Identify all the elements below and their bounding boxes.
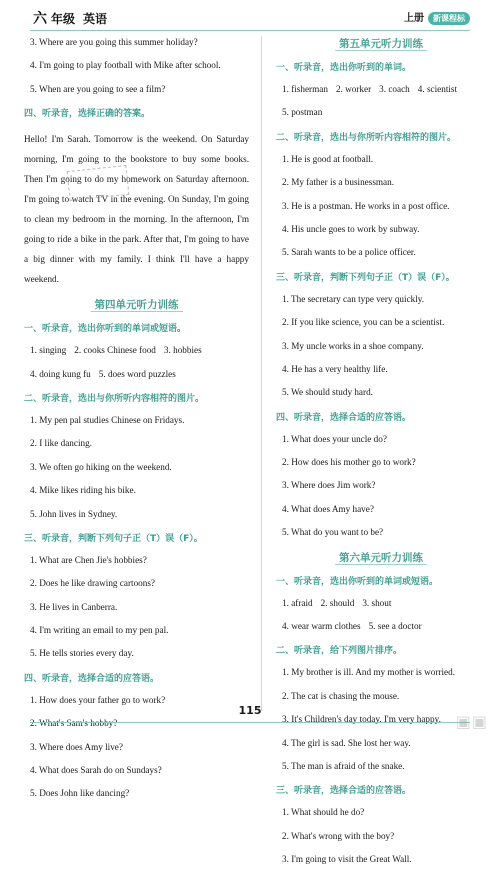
word-option: 2. worker — [335, 84, 372, 94]
list-item: 4. Mike likes riding his bike. — [30, 485, 136, 496]
list-item: 1. How does your father go to work? — [30, 694, 166, 705]
list-item: 3. It's Children's day today. I'm very happy. — [282, 714, 441, 725]
section-title: 一、听录音，选出你听到的单词或短语。 — [276, 576, 439, 587]
word-option: 5. postman — [282, 107, 323, 118]
list-item: 4. He has a very healthy life. — [282, 363, 388, 374]
word-option: 5. does word puzzles — [98, 368, 176, 379]
watermark-logo — [420, 712, 490, 746]
list-item: 5. He tells stories every day. — [30, 648, 134, 659]
list-item: 3. Where does Amy live? — [30, 741, 123, 752]
word-options-row — [24, 368, 249, 380]
list-item: 3. He is a postman. He works in a post office. — [282, 200, 450, 211]
word-option: 3. shout — [362, 597, 392, 608]
column-divider — [261, 36, 262, 711]
page-header — [0, 0, 500, 40]
word-options-row — [276, 106, 486, 118]
list-item: 2. The cat is chasing the mouse. — [282, 690, 400, 701]
list-item: 4. What does Amy have? — [282, 503, 374, 514]
word-option: 1. fisherman — [282, 84, 328, 94]
list-item: 5. John lives in Sydney. — [30, 508, 118, 519]
header-rule — [30, 30, 470, 31]
section-title: 四、听录音，选择合适的应答语。 — [24, 673, 160, 684]
list-item: 5. When are you going to see a film? — [30, 83, 166, 94]
header-term — [404, 9, 470, 25]
word-option: 4. wear warm clothes — [282, 621, 361, 632]
watermark-mark-icon: ▣▣ — [455, 712, 488, 731]
list-item: 4. I'm going to play football with Mike after school. — [30, 60, 221, 71]
list-item: 1. What should he do? — [282, 807, 365, 818]
list-item: 3. Where are you going this summer holiday? — [30, 37, 198, 47]
list-item: 5. The man is afraid of the snake. — [282, 760, 405, 771]
section-title: 三、听录音，选择合适的应答语。 — [276, 786, 412, 797]
unit-title — [24, 297, 249, 312]
word-options-row — [276, 597, 486, 609]
word-option: 2. cooks Chinese food — [74, 345, 156, 356]
section-title: 一、听录音，选出你听到的单词。 — [276, 63, 412, 73]
word-options-row — [276, 83, 486, 95]
list-item: 3. We often go hiking on the weekend. — [30, 461, 172, 472]
list-item: 5. What do you want to be? — [282, 527, 384, 538]
left-column — [24, 36, 249, 811]
section-title: 三、听录音，判断下列句子正（T）误（F）。 — [24, 533, 203, 544]
subject-label: 英语 — [83, 12, 108, 26]
list-item: 2. What's wrong with the boy? — [282, 830, 395, 841]
section-title: 四、听录音，选择正确的答案。 — [24, 109, 151, 120]
list-item: 1. My brother is ill. And my mother is worried. — [282, 667, 456, 678]
list-item: 2. If you like science, you can be a scientist. — [282, 317, 445, 328]
list-item: 1. My pen pal studies Chinese on Fridays. — [30, 414, 185, 425]
list-item: 2. I like dancing. — [30, 438, 92, 449]
footer-rule — [30, 722, 470, 723]
grade-number: 六 — [33, 11, 47, 27]
term-label: 上册 — [404, 13, 424, 24]
list-item: 4. I'm writing an email to my pen pal. — [30, 625, 169, 636]
listening-passage: Hello! I'm Sarah. Tomorrow is the weekend. On Saturday morning, I'm going to the bookstore to buy some books. Then I'm going to do my homework on Saturday afternoon. I'm going to watch TV in the evening. On Sunday, I'm going to clean my bedroom in the morning. In the afternoon, I'm going to ride a bike in the park. After that, I'm going to have a big dinner with my family. I think I'll have a happy weekend. — [24, 134, 249, 285]
unit4-title: 第四单元听力训练 — [91, 299, 183, 312]
list-item: 4. What does Sarah do on Sundays? — [30, 765, 162, 776]
page-number: 115 — [238, 704, 262, 717]
qr-stamp-mark — [67, 165, 130, 201]
list-item: 1. He is good at football. — [282, 153, 374, 164]
list-item: 4. His uncle goes to work by subway. — [282, 223, 420, 234]
list-item: 4. The girl is sad. She lost her way. — [282, 737, 411, 748]
list-item: 2. Does he like drawing cartoons? — [30, 578, 156, 589]
list-item: 5. Sarah wants to be a police officer. — [282, 247, 416, 258]
right-column — [276, 36, 486, 877]
unit-title — [276, 36, 486, 51]
list-item: 5. Does John like dancing? — [30, 788, 130, 799]
word-option: 3. coach — [379, 84, 410, 94]
header-grade-subject — [33, 8, 107, 28]
section-title: 四、听录音，选择合适的应答语。 — [276, 412, 412, 423]
section-title: 二、听录音，给下列图片排序。 — [276, 646, 403, 657]
list-item: 2. How does his mother go to work? — [282, 457, 416, 468]
word-option: 1. afraid — [282, 597, 313, 608]
unit6-title: 第六单元听力训练 — [335, 552, 427, 565]
word-option: 3. hobbies — [163, 345, 202, 356]
list-item: 3. He lives in Canberra. — [30, 601, 118, 612]
unit5-title: 第五单元听力训练 — [335, 38, 427, 51]
section-title: 一、听录音，选出你听到的单词或短语。 — [24, 324, 187, 335]
edition-badge: 新课程标 — [428, 12, 470, 25]
list-item: 3. My uncle works in a shoe company. — [282, 340, 424, 351]
list-item: 3. Where does Jim work? — [282, 480, 376, 491]
section-title: 三、听录音，判断下列句子正（T）误（F）。 — [276, 272, 455, 283]
list-item: 3. I'm going to visit the Great Wall. — [282, 854, 412, 865]
section-title: 二、听录音，选出与你所听内容相符的图片。 — [276, 132, 457, 143]
list-item: 1. What does your uncle do? — [282, 433, 387, 444]
list-item: 1. The secretary can type very quickly. — [282, 293, 425, 304]
word-option: 5. see a doctor — [368, 621, 422, 632]
word-option: 1. singing — [30, 345, 67, 356]
list-item: 1. What are Chen Jie's hobbies? — [30, 554, 147, 565]
unit-title — [276, 550, 486, 565]
word-options-row — [24, 344, 249, 356]
list-item: 5. We should study hard. — [282, 387, 373, 398]
section-title: 二、听录音，选出与你所听内容相符的图片。 — [24, 393, 205, 404]
list-item: 2. My father is a businessman. — [282, 177, 395, 188]
grade-label: 年级 — [51, 12, 76, 26]
word-option: 4. scientist — [417, 84, 458, 94]
word-options-row — [276, 620, 486, 632]
list-item: 2. What's Sam's hobby? — [30, 718, 118, 729]
word-option: 2. should — [320, 597, 355, 608]
word-option: 4. doing kung fu — [30, 368, 91, 379]
